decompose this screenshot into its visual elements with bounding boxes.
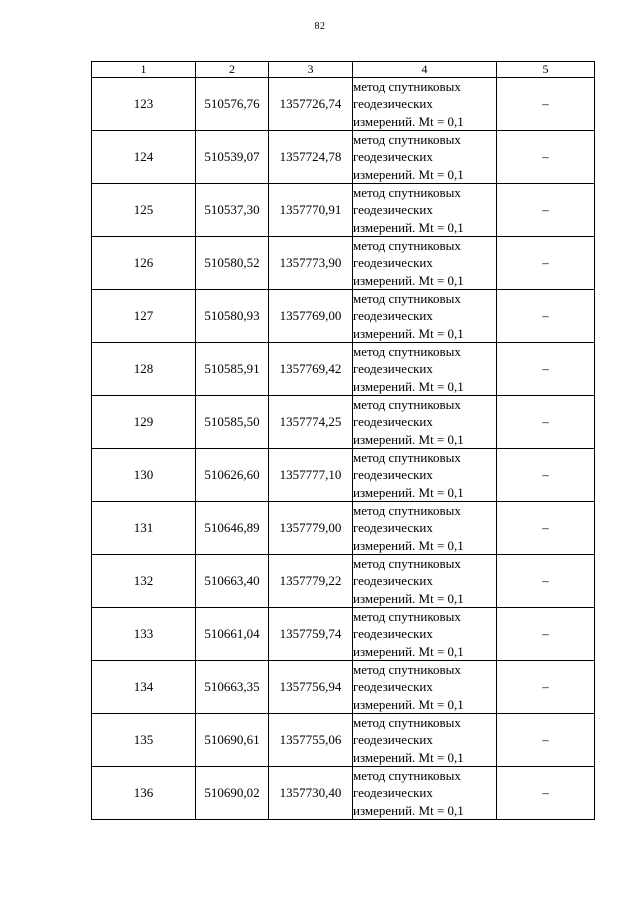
note-cell: – — [497, 396, 595, 449]
x-coordinate-cell: 510690,61 — [196, 714, 269, 767]
column-header-1: 1 — [92, 62, 196, 78]
note-cell: – — [497, 131, 595, 184]
point-number-cell: 135 — [92, 714, 196, 767]
method-line: метод спутниковых — [353, 715, 461, 731]
table-body — [92, 78, 595, 820]
x-coordinate-cell: 510661,04 — [196, 608, 269, 661]
method-line: геодезических — [353, 679, 433, 695]
method-cell — [353, 502, 497, 555]
note-cell: – — [497, 449, 595, 502]
method-line: измерений. Mt = 0,1 — [353, 802, 464, 818]
method-line: метод спутниковых — [353, 397, 461, 413]
note-cell: – — [497, 661, 595, 714]
y-coordinate-cell: 1357770,91 — [269, 184, 353, 237]
table-row — [92, 78, 595, 131]
point-number-cell: 136 — [92, 767, 196, 820]
method-line: измерений. Mt = 0,1 — [353, 749, 464, 765]
method-cell — [353, 449, 497, 502]
method-line: геодезических — [353, 202, 433, 218]
note-cell: – — [497, 343, 595, 396]
x-coordinate-cell: 510626,60 — [196, 449, 269, 502]
point-number-cell: 133 — [92, 608, 196, 661]
method-cell — [353, 184, 497, 237]
x-coordinate-cell: 510537,30 — [196, 184, 269, 237]
point-number-cell: 127 — [92, 290, 196, 343]
method-cell — [353, 714, 497, 767]
x-coordinate-cell: 510663,40 — [196, 555, 269, 608]
table-row — [92, 661, 595, 714]
method-line: геодезических — [353, 308, 433, 324]
method-line: измерений. Mt = 0,1 — [353, 166, 464, 182]
table-row — [92, 555, 595, 608]
point-number-cell: 129 — [92, 396, 196, 449]
table-row — [92, 608, 595, 661]
table-row — [92, 449, 595, 502]
y-coordinate-cell: 1357730,40 — [269, 767, 353, 820]
point-number-cell: 123 — [92, 78, 196, 131]
method-line: метод спутниковых — [353, 450, 461, 466]
table-row — [92, 290, 595, 343]
method-line: метод спутниковых — [353, 662, 461, 678]
table-row — [92, 396, 595, 449]
method-cell — [353, 237, 497, 290]
method-line: геодезических — [353, 573, 433, 589]
method-cell — [353, 555, 497, 608]
method-line: измерений. Mt = 0,1 — [353, 272, 464, 288]
method-line: измерений. Mt = 0,1 — [353, 325, 464, 341]
y-coordinate-cell: 1357769,00 — [269, 290, 353, 343]
table-row — [92, 714, 595, 767]
method-line: измерений. Mt = 0,1 — [353, 431, 464, 447]
method-cell — [353, 396, 497, 449]
method-cell — [353, 767, 497, 820]
note-cell: – — [497, 78, 595, 131]
y-coordinate-cell: 1357773,90 — [269, 237, 353, 290]
note-cell: – — [497, 608, 595, 661]
y-coordinate-cell: 1357756,94 — [269, 661, 353, 714]
x-coordinate-cell: 510690,02 — [196, 767, 269, 820]
method-line: геодезических — [353, 732, 433, 748]
method-line: метод спутниковых — [353, 503, 461, 519]
method-line: измерений. Mt = 0,1 — [353, 643, 464, 659]
point-number-cell: 130 — [92, 449, 196, 502]
y-coordinate-cell: 1357724,78 — [269, 131, 353, 184]
method-cell — [353, 131, 497, 184]
method-line: измерений. Mt = 0,1 — [353, 696, 464, 712]
column-header-5: 5 — [497, 62, 595, 78]
x-coordinate-cell: 510585,50 — [196, 396, 269, 449]
x-coordinate-cell: 510539,07 — [196, 131, 269, 184]
method-line: геодезических — [353, 467, 433, 483]
method-cell — [353, 78, 497, 131]
x-coordinate-cell: 510580,93 — [196, 290, 269, 343]
point-number-cell: 128 — [92, 343, 196, 396]
page-number: 82 — [314, 21, 326, 32]
method-line: метод спутниковых — [353, 768, 461, 784]
y-coordinate-cell: 1357755,06 — [269, 714, 353, 767]
method-line: измерений. Mt = 0,1 — [353, 219, 464, 235]
method-line: метод спутниковых — [353, 344, 461, 360]
method-line: геодезических — [353, 361, 433, 377]
y-coordinate-cell: 1357759,74 — [269, 608, 353, 661]
table-row — [92, 237, 595, 290]
table-row — [92, 131, 595, 184]
method-line: геодезических — [353, 96, 433, 112]
method-cell — [353, 290, 497, 343]
method-line: метод спутниковых — [353, 609, 461, 625]
method-line: геодезических — [353, 255, 433, 271]
method-line: измерений. Mt = 0,1 — [353, 484, 464, 500]
x-coordinate-cell: 510580,52 — [196, 237, 269, 290]
point-number-cell: 132 — [92, 555, 196, 608]
table-row — [92, 767, 595, 820]
note-cell: – — [497, 502, 595, 555]
table-row — [92, 502, 595, 555]
table-header-row — [92, 62, 595, 78]
table-row — [92, 343, 595, 396]
method-cell — [353, 608, 497, 661]
note-cell: – — [497, 714, 595, 767]
note-cell: – — [497, 555, 595, 608]
method-cell — [353, 343, 497, 396]
y-coordinate-cell: 1357769,42 — [269, 343, 353, 396]
method-line: измерений. Mt = 0,1 — [353, 590, 464, 606]
table-row — [92, 184, 595, 237]
method-line: геодезических — [353, 785, 433, 801]
point-number-cell: 131 — [92, 502, 196, 555]
method-line: измерений. Mt = 0,1 — [353, 537, 464, 553]
method-line: метод спутниковых — [353, 238, 461, 254]
method-line: метод спутниковых — [353, 79, 461, 95]
method-line: метод спутниковых — [353, 291, 461, 307]
point-number-cell: 124 — [92, 131, 196, 184]
column-header-2: 2 — [196, 62, 269, 78]
note-cell: – — [497, 290, 595, 343]
method-line: геодезических — [353, 626, 433, 642]
method-line: метод спутниковых — [353, 185, 461, 201]
x-coordinate-cell: 510663,35 — [196, 661, 269, 714]
method-line: метод спутниковых — [353, 556, 461, 572]
method-line: геодезических — [353, 520, 433, 536]
y-coordinate-cell: 1357726,74 — [269, 78, 353, 131]
x-coordinate-cell: 510576,76 — [196, 78, 269, 131]
note-cell: – — [497, 237, 595, 290]
y-coordinate-cell: 1357779,00 — [269, 502, 353, 555]
y-coordinate-cell: 1357777,10 — [269, 449, 353, 502]
method-line: метод спутниковых — [353, 132, 461, 148]
column-header-4: 4 — [353, 62, 497, 78]
method-line: геодезических — [353, 149, 433, 165]
column-header-3: 3 — [269, 62, 353, 78]
y-coordinate-cell: 1357779,22 — [269, 555, 353, 608]
y-coordinate-cell: 1357774,25 — [269, 396, 353, 449]
note-cell: – — [497, 767, 595, 820]
method-line: измерений. Mt = 0,1 — [353, 378, 464, 394]
method-line: геодезических — [353, 414, 433, 430]
method-cell — [353, 661, 497, 714]
x-coordinate-cell: 510585,91 — [196, 343, 269, 396]
point-number-cell: 126 — [92, 237, 196, 290]
point-number-cell: 125 — [92, 184, 196, 237]
method-line: измерений. Mt = 0,1 — [353, 113, 464, 129]
coordinates-table — [91, 61, 595, 820]
point-number-cell: 134 — [92, 661, 196, 714]
note-cell: – — [497, 184, 595, 237]
x-coordinate-cell: 510646,89 — [196, 502, 269, 555]
